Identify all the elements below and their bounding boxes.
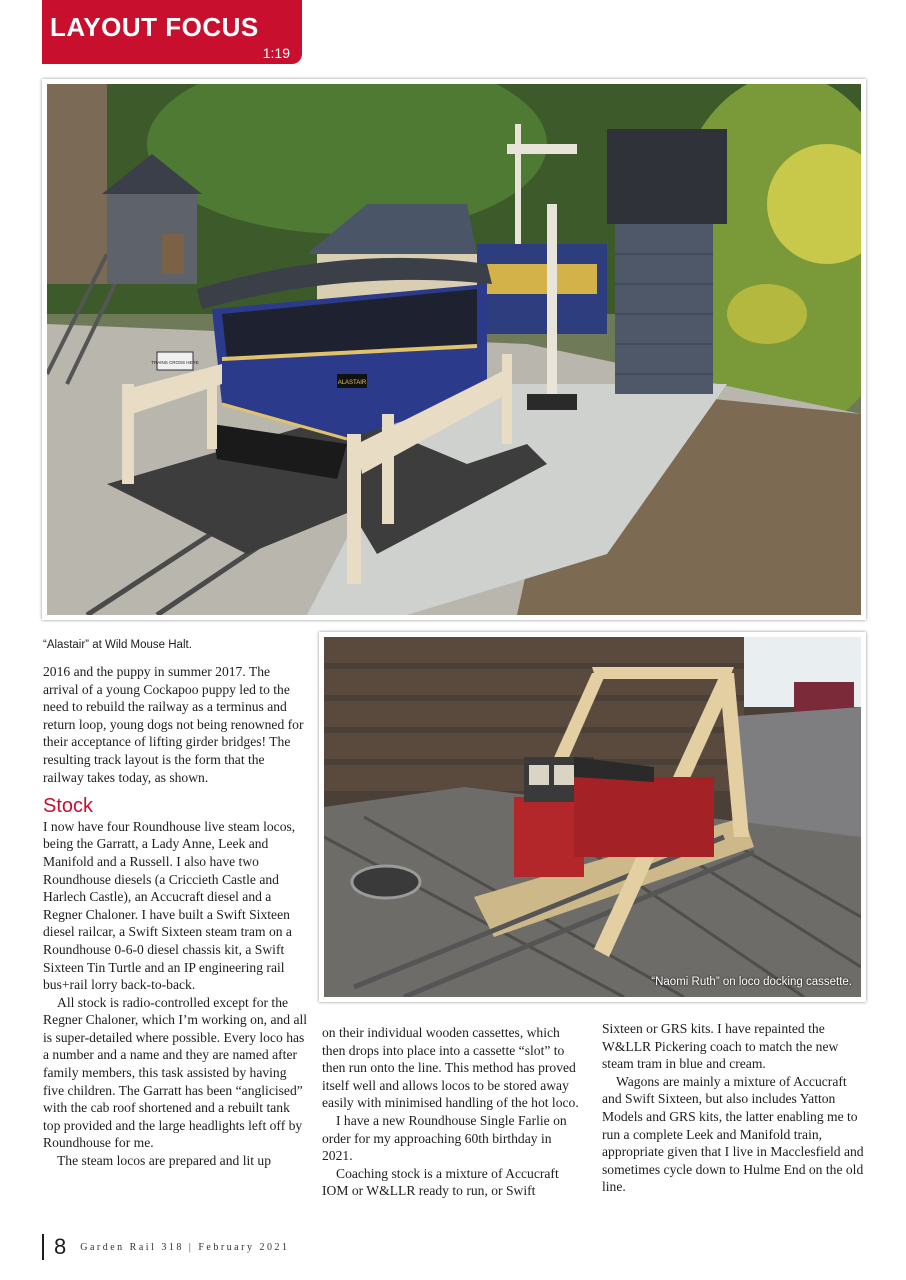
col3-paragraph-2: Wagons are mainly a mixture of Accucraft and Swift Sixteen, but also includes Yatton Models and GRS kits, the latter enabling me to run a complete Leek and Manifold train, appropriate given that I live in Macclesfield and sometimes cycle down to Hulme End on the old line. [602,1073,864,1195]
scale-label: 1:19 [262,45,290,61]
col1-paragraph-3: All stock is radio-controlled except for the Regner Chaloner, which I’m working on, and all is super-detailed where possible. Every loco has a number and a name and they are named after family members, this task assisted by having five children. The Garratt has been “anglicised” with the cab roof shortened and a rebuilt tank top provided and the large headlights left off by Roundhouse for me. [43,994,308,1151]
section-heading-stock: Stock [43,795,94,818]
col2-paragraph-2: I have a new Roundhouse Single Farlie on order for my approaching 60th birthday in 2021. [322,1112,567,1164]
col1-paragraph-4: The steam locos are prepared and lit up [57,1153,272,1169]
section-tab [42,0,302,64]
photo-alastair [42,79,866,620]
col2-paragraph-1: on their individual wooden cassettes, which then drops into place into a cassette “slot” to then run onto the line. This method has proved itself well and allows locos to be stored away easily with minimised handling of the hot loco. [322,1025,579,1111]
page-number: 8 [54,1234,67,1259]
col2-paragraph-3: Coaching stock is a mixture of Accucraft IOM or W&LLR ready to run, or Swift [322,1165,559,1199]
article-column-1 [43,663,308,1170]
footer-divider [42,1234,44,1260]
article-column-3 [602,1020,865,1196]
photo-naomi-ruth [319,632,866,1002]
publication-credit: Garden Rail 318 | February 2021 [80,1241,290,1253]
col1-paragraph-2: I now have four Roundhouse live steam locos, being the Garratt, a Lady Anne, Leek and Manifold and a Russell. I also have two Roundhouse diesels (a Criccieth Castle and Harlech Castle), an Accucraft diesel and a Regner Chaloner. I have built a Swift Sixteen diesel railcar, a Swift Sixteen steam tram on a Roundhouse 0-6-0 diesel chassis kit, a Swift Sixteen Tin Turtle and an IP engineering rail bus+rail lorry back-to-back. [43,818,296,993]
right-photo-caption: “Naomi Ruth” on loco docking cassette. [651,976,852,988]
top-photo-caption: “Alastair” at Wild Mouse Halt. [43,639,192,651]
section-title: LAYOUT FOCUS [50,12,259,42]
col1-paragraph-1: 2016 and the puppy in summer 2017. The arrival of a young Cockapoo puppy led to the need to rebuild the railway as a terminus and return loop, young dogs not being renowned for their acceptance of lifting girder bridges! The resulting track layout is the form that the railway takes today, as shown. [43,664,304,785]
col3-paragraph-1: Sixteen or GRS kits. I have repainted the W&LLR Pickering coach to match the new steam tram in blue and cream. [602,1021,839,1072]
crossing-sign: TRAINS CROSS HERE [151,360,199,365]
tram-nameplate: ALASTAIR [337,380,367,386]
page-footer [42,1232,289,1262]
photo-alastair-illustration [47,84,861,615]
photo-naomi-ruth-illustration [324,637,861,997]
article-column-2 [322,1024,583,1200]
